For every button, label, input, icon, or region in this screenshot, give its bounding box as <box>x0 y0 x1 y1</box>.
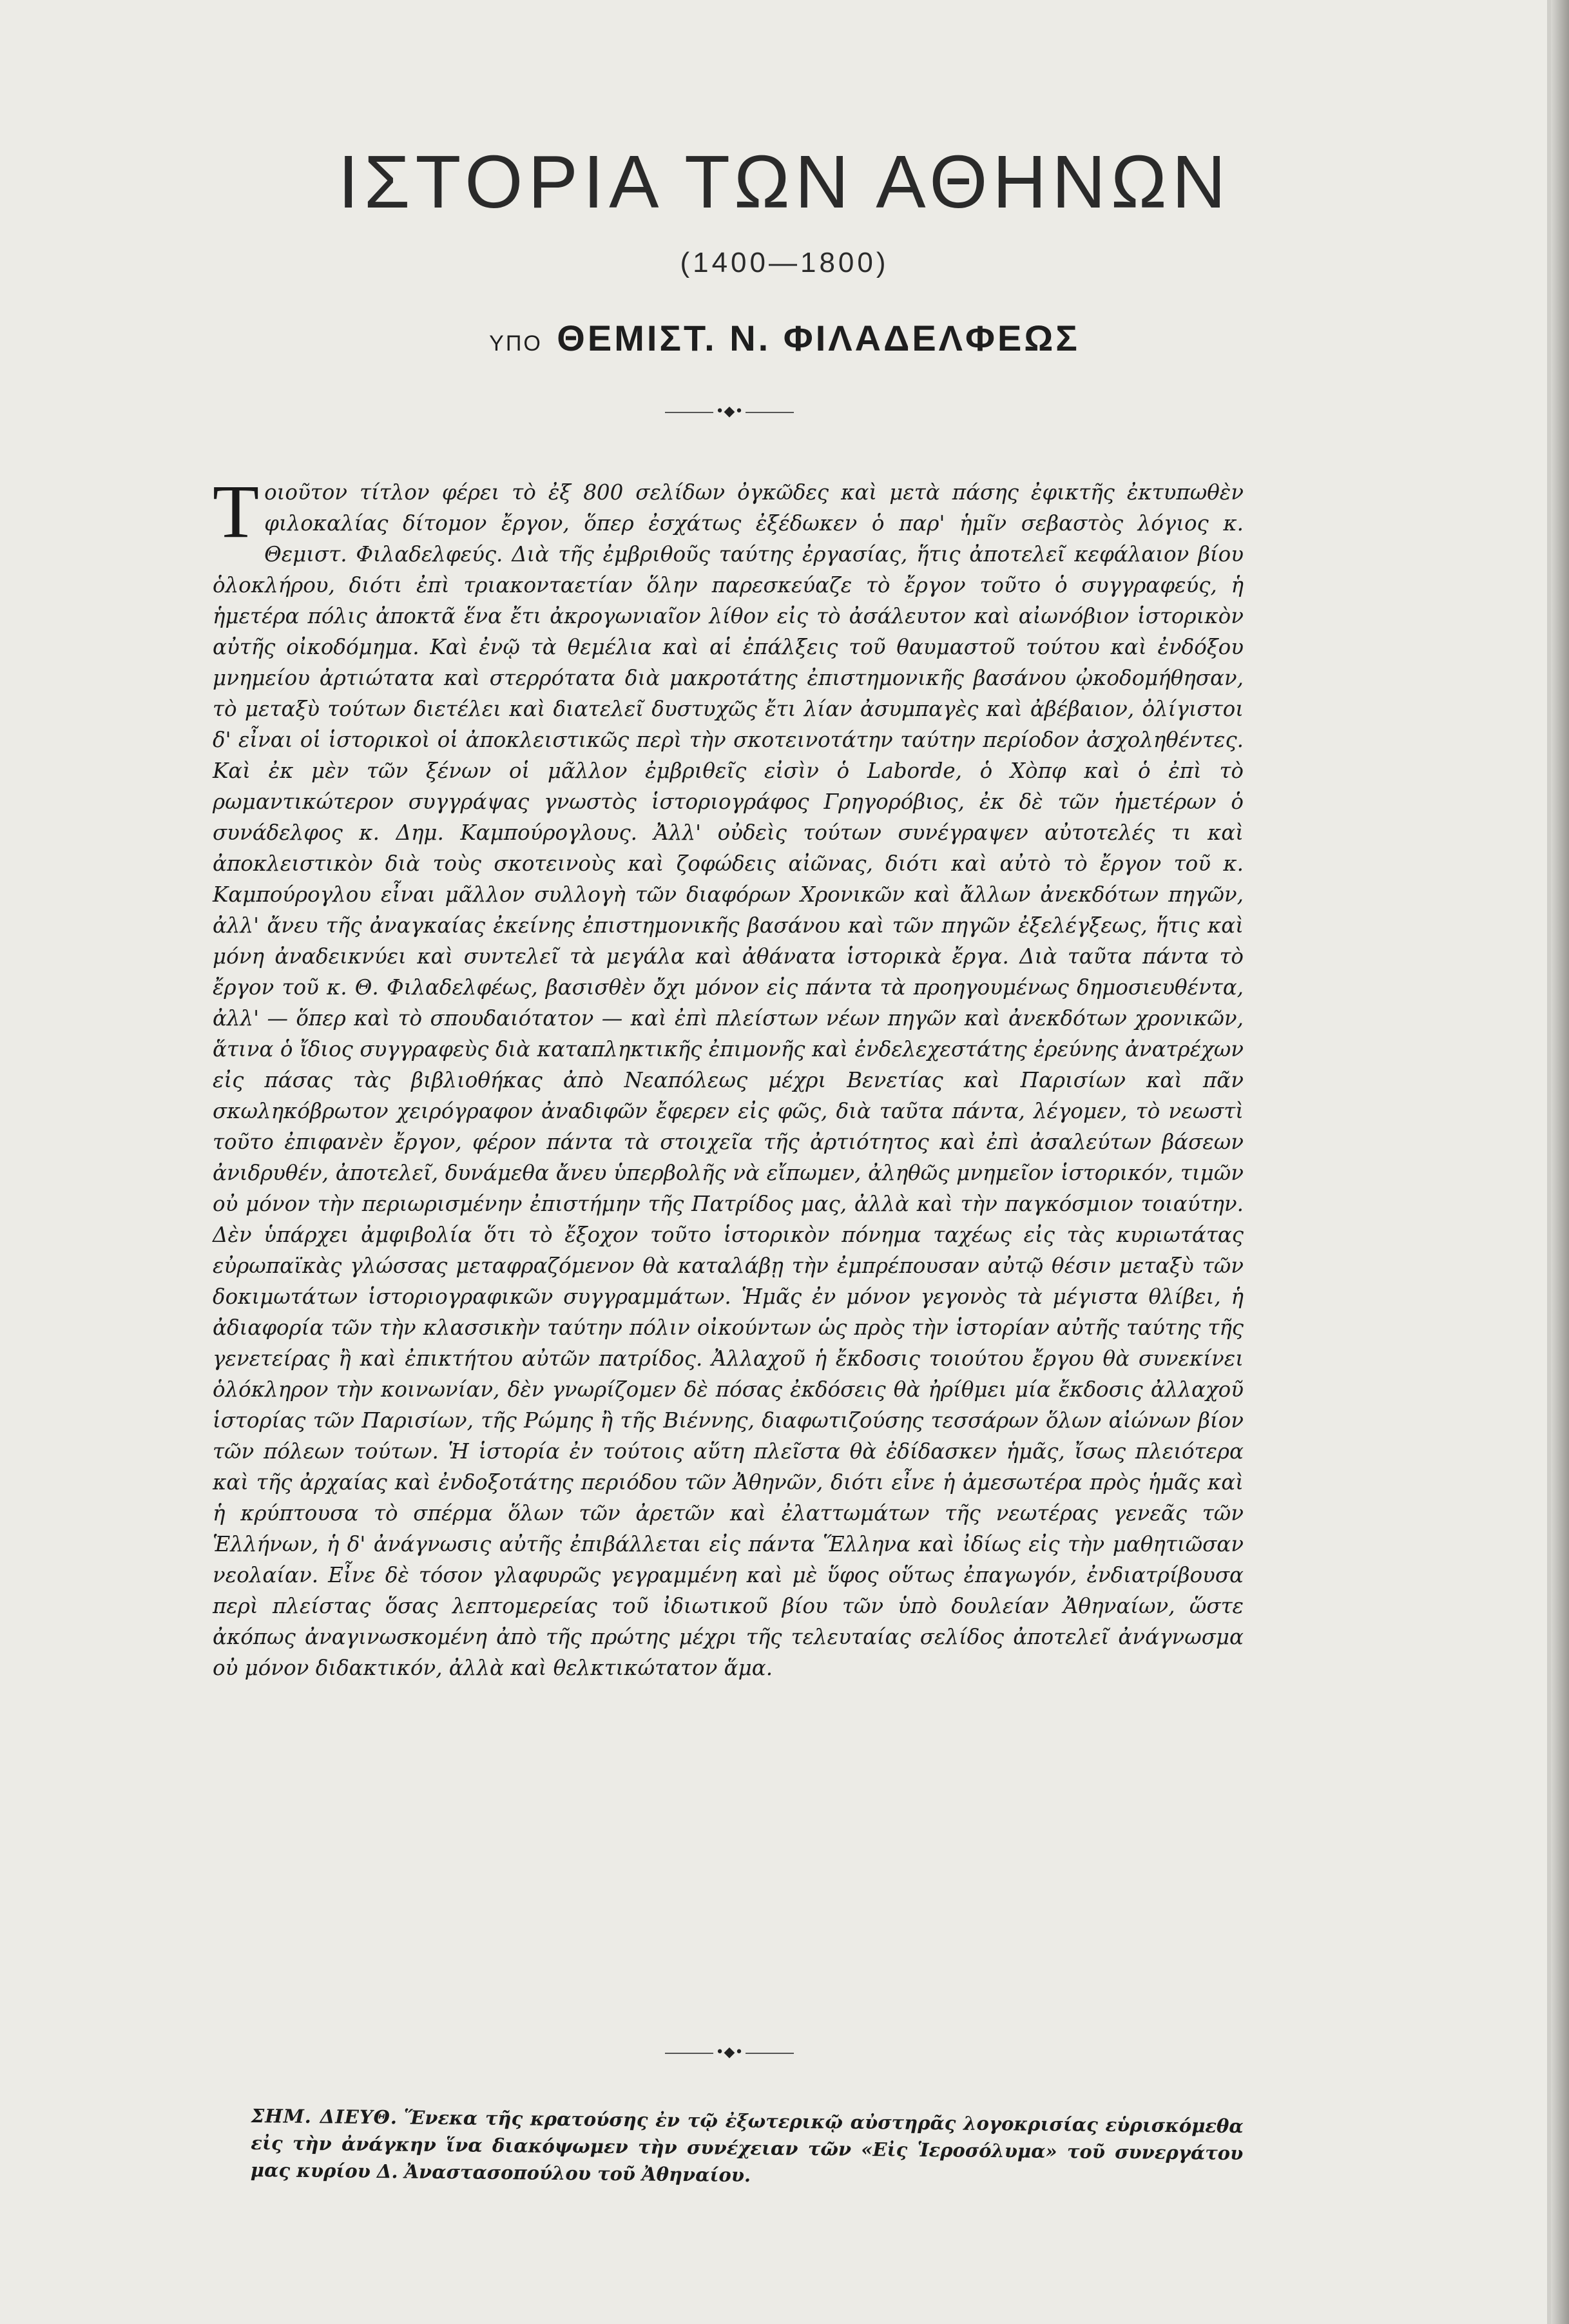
page-title: ΙΣΤΟΡΙΑ ΤΩΝ ΑΘΗΝΩΝ <box>338 140 1231 224</box>
ornament-divider-bottom <box>665 2040 794 2066</box>
editor-note-label: ΣΗΜ. ΔΙΕΥΘ. <box>251 2104 398 2129</box>
editor-note-text: Ἕνεκα τῆς κρατούσης ἐν τῷ ἐξωτερικῷ αὐστηρᾶς λογοκρισίας εὑρισκόμεθα εἰς τὴν ἀνάγκην ἵνα διακόψωμεν τὴν συνέχειαν τῶν «Εἰς Ἱεροσόλυμα» τοῦ συνεργάτου μας κυρίου Δ. Ἀναστασοπούλου τοῦ Ἀθηναίου. <box>250 2106 1244 2187</box>
editor-note <box>251 2102 1244 2194</box>
article-body <box>213 469 1244 1683</box>
byline <box>0 317 1569 359</box>
byline-prefix: ΥΠΟ <box>489 331 543 356</box>
author-name: ΘΕΜΙΣΤ. Ν. ΦΙΛΑΔΕΛΦΕΩΣ <box>557 318 1080 358</box>
ornament-glyph: •◆• <box>713 2044 746 2060</box>
date-range: (1400—1800) <box>680 247 889 278</box>
drop-cap: Τ <box>213 469 260 554</box>
ornament-divider-top <box>665 400 794 425</box>
ornament-glyph: •◆• <box>713 403 746 420</box>
article-text: οιοῦτον τίτλον φέρει τὸ ἐξ 800 σελίδων ὀγκῶδες καὶ μετὰ πάσης ἐφικτῆς ἐκτυπωθὲν φιλοκαλίας δίτομον ἔργον, ὅπερ ἐσχάτως ἐξέδωκεν ὁ παρ' ἡμῖν σεβαστὸς λόγιος κ. Θεμιστ. Φιλαδελφεύς. Διὰ τῆς ἐμβριθοῦς ταύτης ἐργασίας, ἥτις ἀποτελεῖ κεφάλαιον βίου ὁλοκλήρου, διότι ἐπὶ τριακονταετίαν ὅλην παρεσκεύαζε τὸ ἔργον τοῦτο ὁ συγγραφεύς, ἡ ἡμετέρα πόλις ἀποκτᾶ ἕνα ἔτι ἀκρογωνιαῖον λίθον εἰς τὸ ἀσάλευτον καὶ αἰωνόβιον ἱστορικὸν αὐτῆς οἰκοδόμημα. Καὶ ἐνῷ τὰ θεμέλια καὶ αἱ ἐπάλξεις τοῦ θαυμαστοῦ τούτου καὶ ἐνδόξου μνημείου ἀρτιώτατα καὶ στερρότατα διὰ μακροτάτης ἐπιστημονικῆς βασάνου ᾠκοδομήθησαν, τὸ μεταξὺ τούτων διετέλει καὶ διατελεῖ δυστυχῶς ἔτι λίαν ἀσυμπαγὲς καὶ ἀβέβαιον, ὀλίγιστοι δ' εἶναι οἱ ἱστορικοὶ οἱ ἀποκλειστικῶς περὶ τὴν σκοτεινοτάτην ταύτην περίοδον ἀσχοληθέντες. Καὶ ἐκ μὲν τῶν ξένων οἱ μᾶλλον ἐμβριθεῖς εἰσὶν ὁ Laborde, ὁ Χὸπφ καὶ ὁ ἐπὶ τὸ ρωμαντικώτερον συγγράψας γνωστὸς ἱστοριογράφος Γρηγορόβιος, ἐκ δὲ τῶν ἡμετέρων ὁ συνάδελφος κ. Δημ. Καμπούρογλους. Ἀλλ' οὐδεὶς τούτων συνέγραψεν αὐτοτελές τι καὶ ἀποκλειστικὸν διὰ τοὺς σκοτεινοὺς καὶ ζοφώδεις αἰῶνας, διότι καὶ αὐτὸ τὸ ἔργον τοῦ κ. Καμπούρογλου εἶναι μᾶλλον συλλογὴ τῶν διαφόρων Χρονικῶν καὶ ἄλλων ἀνεκδότων πηγῶν, ἀλλ' ἄνευ τῆς ἀναγκαίας ἐκείνης ἐπιστημονικῆς βασάνου καὶ τῶν πηγῶν ἐξελέγξεως, ἥτις καὶ μόνη ἀναδεικνύει καὶ συντελεῖ τὰ μεγάλα καὶ ἀθάνατα ἱστορικὰ ἔργα. Διὰ ταῦτα πάντα τὸ ἔργον τοῦ κ. Θ. Φιλαδελφέως, βασισθὲν ὄχι μόνον εἰς πάντα τὰ προηγουμένως δημοσιευθέντα, ἀλλ' — ὅπερ καὶ τὸ σπουδαιότατον — καὶ ἐπὶ πλείστων νέων πηγῶν καὶ ἀνεκδότων χρονικῶν, ἅτινα ὁ ἴδιος συγγραφεὺς διὰ καταπληκτικῆς ἐπιμονῆς καὶ ἐνδελεχεστάτης ἐρεύνης ἀνατρέχων εἰς πάσας τὰς βιβλιοθήκας ἀπὸ Νεαπόλεως μέχρι Βενετίας καὶ Παρισίων καὶ πᾶν σκωληκόβρωτον χειρόγραφον ἀναδιφῶν ἔφερεν εἰς φῶς, διὰ ταῦτα πάντα, λέγομεν, τὸ νεωστὶ τοῦτο ἐπιφανὲν ἔργον, φέρον πάντα τὰ στοιχεῖα τῆς ἀρτιότητος καὶ ἐπὶ ἀσαλεύτων βάσεων ἀνιδρυθέν, ἀποτελεῖ, δυνάμεθα ἄνευ ὑπερβολῆς νὰ εἴπωμεν, ἀληθῶς μνημεῖον ἱστορικόν, τιμῶν οὐ μόνον τὴν περιωρισμένην ἐπιστήμην τῆς Πατρίδος μας, ἀλλὰ καὶ τὴν παγκόσμιον τοιαύτην. Δὲν ὑπάρχει ἀμφιβολία ὅτι τὸ ἔξοχον τοῦτο ἱστορικὸν πόνημα ταχέως εἰς τὰς κυριωτάτας εὐρωπαϊκὰς γλώσσας μεταφραζόμενον θὰ καταλάβῃ τὴν ἐμπρέπουσαν αὐτῷ θέσιν μεταξὺ τῶν δοκιμωτάτων ἱστοριογραφικῶν συγγραμμάτων. Ἡμᾶς ἐν μόνον γεγονὸς τὰ μέγιστα θλίβει, ἡ ἀδιαφορία τῶν τὴν κλασσικὴν ταύτην πόλιν οἰκούντων ὡς πρὸς τὴν ἱστορίαν αὐτῆς ταύτης τῆς γενετείρας ἢ καὶ ἐπικτήτου αὐτῶν πατρίδος. Ἀλλαχοῦ ἡ ἔκδοσις τοιούτου ἔργου θὰ συνεκίνει ὁλόκληρον τὴν κοινωνίαν, δὲν γνωρίζομεν δὲ πόσας ἐκδόσεις θὰ ἠρίθμει μία ἔκδοσις ἀλλαχοῦ ἱστορίας τῶν Παρισίων, τῆς Ρώμης ἢ τῆς Βιέννης, διαφωτιζούσης τεσσάρων ὅλων αἰώνων βίον τῶν πόλεων τούτων. Ἡ ἱστορία ἐν τούτοις αὕτη πλεῖστα θὰ ἐδίδασκεν ἡμᾶς, ἴσως πλειότερα καὶ τῆς ἀρχαίας καὶ ἐνδοξοτάτης περιόδου τῶν Ἀθηνῶν, διότι εἶνε ἡ ἀμεσωτέρα πρὸς ἡμᾶς καὶ ἡ κρύπτουσα τὸ σπέρμα ὅλων τῶν ἀρετῶν καὶ ἐλαττωμάτων τῆς νεωτέρας γενεᾶς τῶν Ἑλλήνων, ἡ δ' ἀνάγνωσις αὐτῆς ἐπιβάλλεται εἰς πάντα Ἕλληνα καὶ ἰδίως εἰς τὴν μαθητιῶσαν νεολαίαν. Εἶνε δὲ τόσον γλαφυρῶς γεγραμμένη καὶ μὲ ὕφος οὕτως ἐπαγωγόν, ἐνδιατρίβουσα περὶ πλείστας ὅσας λεπτομερείας τοῦ ἰδιωτικοῦ βίου τῶν ὑπὸ δουλείαν Ἀθηναίων, ὥστε ἀκόπως ἀναγινωσκομένη ἀπὸ τῆς πρώτης μέχρι τῆς τελευταίας σελίδος ἀποτελεῖ ἀνάγνωσμα οὐ μόνον διδακτικόν, ἀλλὰ καὶ θελκτικώτατον ἅμα. <box>213 480 1244 1680</box>
